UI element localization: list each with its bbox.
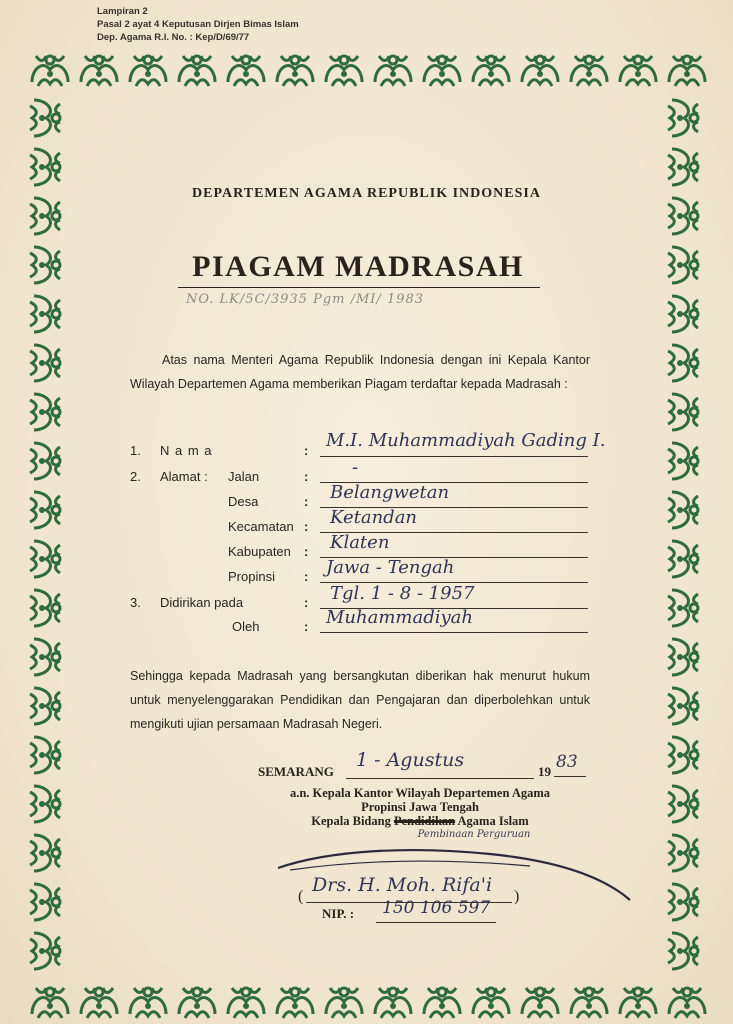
intro-paragraph: Atas nama Menteri Agama Republik Indonesia dengan ini Kepala Kantor Wilayah Departemen Agama memberikan Piagam terdaftar kepada Madrasah :: [130, 353, 590, 391]
date-day-month: 1 - Agustus: [356, 749, 465, 771]
desa-value: Belangwetan: [330, 482, 450, 503]
propinsi-value: Jawa - Tengah: [326, 557, 455, 578]
nip-label: NIP. :: [322, 906, 355, 921]
didirikan-value: Tgl. 1 - 8 - 1957: [330, 583, 475, 604]
name-close-paren: ): [514, 888, 520, 905]
nama-value: M.I. Muhammadiyah Gading I.: [326, 430, 606, 451]
field-number-2: 2.: [130, 469, 141, 484]
date-year-suffix: 83: [556, 752, 578, 772]
nip-underline: [376, 922, 496, 923]
oleh-colon: :: [304, 619, 309, 634]
kabupaten-label: Kabupaten: [228, 544, 291, 559]
jalan-value: -: [352, 457, 359, 478]
didirikan-colon: :: [304, 595, 309, 610]
left-ornamental-border: [24, 94, 68, 978]
oleh-label: Oleh: [232, 619, 260, 634]
jalan-colon: :: [304, 469, 309, 484]
right-ornamental-border: [662, 94, 706, 978]
desa-label: Desa: [228, 494, 259, 509]
field-number-3: 3.: [130, 595, 141, 610]
signatory-line3-struck: Pendidikan: [393, 814, 456, 828]
document-title: PIAGAM MADRASAH: [192, 250, 524, 283]
kecamatan-label: Kecamatan: [228, 519, 294, 534]
bottom-ornamental-border: [26, 980, 708, 1024]
kabupaten-colon: :: [304, 544, 309, 559]
nama-underline: [320, 456, 588, 457]
header-note-line3: Dep. Agama R.I. No. : Kep/D/69/77: [97, 32, 250, 43]
header-note: [97, 5, 299, 44]
header-note-line1: Lampiran 2: [97, 6, 148, 17]
didirikan-label: Didirikan pada: [160, 595, 244, 610]
desa-colon: :: [304, 494, 309, 509]
signatory-line2: Propinsi Jawa Tengah: [361, 800, 479, 814]
header-note-line2: Pasal 2 ayat 4 Keputusan Dirjen Bimas Islam: [97, 19, 299, 30]
field-number-1: 1.: [130, 443, 141, 458]
propinsi-label: Propinsi: [228, 569, 275, 584]
propinsi-colon: :: [304, 569, 309, 584]
alamat-label: Alamat :: [160, 469, 208, 484]
top-ornamental-border: [26, 48, 708, 92]
oleh-value: Muhammadiyah: [326, 607, 473, 628]
nama-colon: :: [304, 443, 309, 458]
oleh-underline: [320, 632, 588, 633]
signatory-line1: a.n. Kepala Kantor Wilayah Departemen Agama: [289, 786, 551, 800]
nip-value: 150 106 597: [382, 898, 491, 918]
signatory-line3-a: Kepala Bidang: [311, 814, 391, 828]
signatory-line4: Pembinaan Perguruan: [417, 829, 531, 840]
kecamatan-colon: :: [304, 519, 309, 534]
kabupaten-value: Klaten: [330, 532, 390, 553]
name-open-paren: (: [298, 888, 304, 905]
closing-paragraph: Sehingga kepada Madrasah yang bersangkutan diberikan hak menurut hukum untuk menyelenggarakan Pendidikan dan Pengajaran dan diperbolehkan untuk mengikuti ujian persamaan Madrasah Negeri.: [130, 669, 590, 731]
date-year-prefix: 19: [538, 764, 551, 779]
title-underline: [178, 287, 540, 288]
department-heading: DEPARTEMEN AGAMA REPUBLIK INDONESIA: [192, 186, 541, 201]
nama-label: N a m a: [160, 443, 213, 458]
signatory-line3: [160, 814, 680, 828]
year-underline: [554, 776, 586, 777]
kecamatan-value: Ketandan: [330, 507, 418, 528]
signatory-line3-b: Agama Islam: [457, 814, 529, 828]
registration-number: NO. LK/5C/3935 Pgm /MI/ 1983: [186, 292, 425, 307]
date-city: SEMARANG: [258, 764, 334, 779]
jalan-label: Jalan: [228, 469, 260, 484]
date-underline: [346, 778, 534, 779]
signatory-name: Drs. H. Moh. Rifa'i: [312, 874, 493, 896]
